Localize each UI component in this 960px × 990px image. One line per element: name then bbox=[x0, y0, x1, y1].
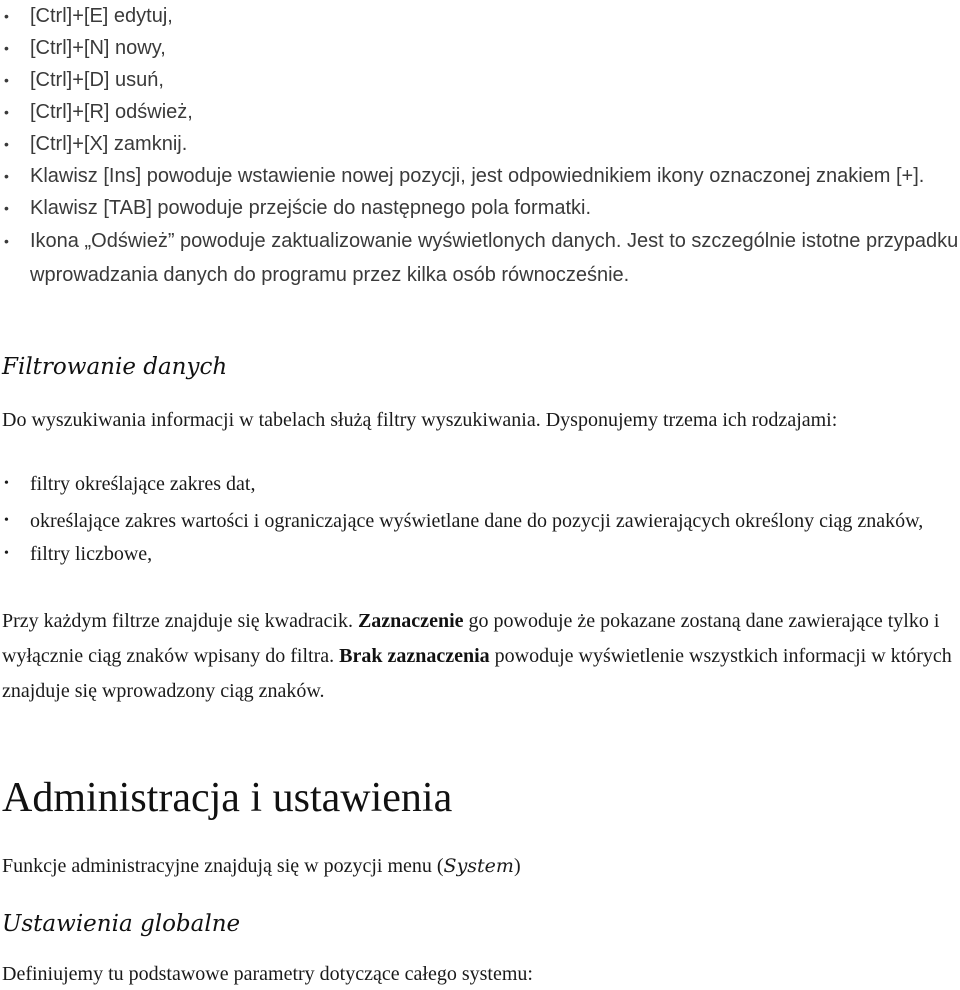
list-item bbox=[2, 64, 960, 96]
list-item bbox=[2, 538, 952, 570]
list-item bbox=[2, 224, 960, 292]
list-item-text: Ikona „Odśwież” powoduje zaktualizowanie wyświetlonych danych. Jest to szczególnie istotne przypadku wprowadzania danych do programu przez kilka osób równocześnie. bbox=[30, 230, 959, 286]
paragraph-text: go powoduje że pokazane zostaną dane zawierające tylko i wyłącznie ciąg znaków wpisany do filtra. bbox=[2, 610, 940, 667]
bold-term-selected: Zaznaczenie bbox=[357, 610, 464, 632]
filter-types-list bbox=[2, 468, 952, 570]
admin-section-heading: Administracja i ustawienia bbox=[2, 775, 453, 821]
list-item-text: [Ctrl]+[N] nowy, bbox=[30, 37, 166, 59]
list-item-text: [Ctrl]+[R] odśwież, bbox=[30, 101, 193, 123]
list-item bbox=[2, 504, 952, 538]
paragraph-text: Przy każdym filtrze znajduje się kwadracik. bbox=[2, 610, 358, 632]
list-item-text: Klawisz [Ins] powoduje wstawienie nowej pozycji, jest odpowiednikiem ikony oznaczonej znakiem [+]. bbox=[30, 165, 925, 187]
paragraph-text: ) bbox=[513, 855, 521, 877]
admin-paragraph bbox=[2, 850, 952, 882]
paragraph-text: Funkcje administracyjne znajdują się w pozycji menu ( bbox=[2, 855, 444, 877]
list-item bbox=[2, 192, 960, 224]
list-item bbox=[2, 160, 960, 192]
list-item-text: filtry określające zakres dat, bbox=[30, 473, 256, 495]
list-item bbox=[2, 128, 960, 160]
bullet-icon: • bbox=[4, 546, 9, 561]
bullet-icon: • bbox=[4, 200, 9, 216]
bullet-icon: • bbox=[4, 8, 9, 24]
list-item-text: Klawisz [TAB] powoduje przejście do następnego pola formatki. bbox=[30, 197, 592, 219]
list-item bbox=[2, 0, 960, 32]
bold-term-unselected: Brak zaznaczenia bbox=[339, 645, 490, 667]
list-item-text: określające zakres wartości i ograniczające wyświetlane dane do pozycji zawierających określony ciąg znaków, bbox=[30, 510, 924, 532]
list-item-text: filtry liczbowe, bbox=[30, 543, 153, 565]
list-item-text: [Ctrl]+[X] zamknij. bbox=[30, 133, 188, 155]
global-settings-paragraph: Definiujemy tu podstawowe parametry dotyczące całego systemu: bbox=[2, 963, 533, 985]
filter-checkbox-paragraph bbox=[2, 604, 952, 709]
bullet-icon: • bbox=[4, 104, 9, 120]
shortcut-list bbox=[2, 0, 960, 292]
filter-section-heading: Filtrowanie danych bbox=[2, 354, 228, 380]
bullet-icon: • bbox=[4, 72, 9, 88]
bullet-icon: • bbox=[4, 476, 9, 491]
list-item bbox=[2, 32, 960, 64]
list-item bbox=[2, 468, 952, 500]
global-settings-heading: Ustawienia globalne bbox=[2, 911, 241, 937]
list-item bbox=[2, 96, 960, 128]
list-item-text: [Ctrl]+[E] edytuj, bbox=[30, 5, 173, 27]
bullet-icon: • bbox=[4, 168, 9, 184]
bullet-icon: • bbox=[4, 233, 9, 249]
bullet-icon: • bbox=[4, 136, 9, 152]
list-item-text: [Ctrl]+[D] usuń, bbox=[30, 69, 164, 91]
paragraph-text: powoduje wyświetlenie wszystkich informacji w których znajduje się wprowadzony ciąg znaków. bbox=[2, 645, 952, 702]
bullet-icon: • bbox=[4, 513, 9, 528]
menu-name-system: System bbox=[443, 855, 514, 877]
bullet-icon: • bbox=[4, 40, 9, 56]
filter-intro-paragraph: Do wyszukiwania informacji w tabelach służą filtry wyszukiwania. Dysponujemy trzema ich rodzajami: bbox=[2, 409, 838, 431]
